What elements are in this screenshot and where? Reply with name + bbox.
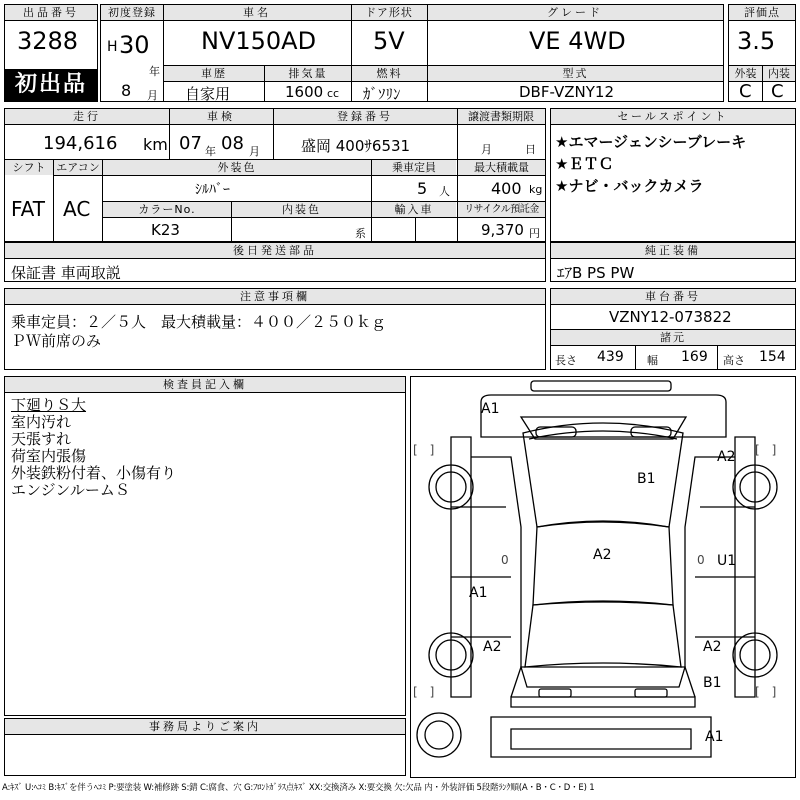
fuel: ｶﾞｿﾘﾝ xyxy=(363,85,401,103)
damage-mark-a1-top: A1 xyxy=(481,401,500,417)
later-label: 後日発送部品 xyxy=(5,243,545,259)
door-label: ドア形状 xyxy=(351,5,427,21)
damage-mark-a1-left: A1 xyxy=(469,585,488,601)
damage-mark-b1-right-low: B1 xyxy=(703,675,722,691)
mileage: 194,616 xyxy=(43,133,118,154)
transfer-month-unit: 月 xyxy=(481,143,492,156)
width-label: 幅 xyxy=(647,354,658,367)
chassis-number: VZNY12-073822 xyxy=(609,308,732,326)
ac-label: エアコン xyxy=(54,160,102,175)
plate-label: 登録番号 xyxy=(273,109,457,125)
door-type: 5V xyxy=(373,27,405,55)
height: 154 xyxy=(759,349,786,365)
transfer-label: 譲渡書類期限 xyxy=(457,109,545,125)
disp-unit: cc xyxy=(327,87,340,100)
main-info-box xyxy=(100,4,724,102)
color-number: K23 xyxy=(151,221,180,239)
bracket-right-bottom: [ ] xyxy=(755,685,777,699)
chassis-label: 車台番号 xyxy=(551,289,795,305)
dims-label: 諸元 xyxy=(551,330,795,345)
width: 169 xyxy=(681,349,708,365)
later-value: 保証書 車両取説 xyxy=(11,264,121,282)
bracket-left-bottom: [ ] xyxy=(413,685,435,699)
damage-mark-a2-right-top: A2 xyxy=(717,449,736,465)
office-box xyxy=(4,718,406,776)
sales-item-2: ★ＥＴＣ xyxy=(555,155,614,173)
inspector-box xyxy=(4,376,406,716)
inspector-line-3: 天張すれ xyxy=(11,430,72,448)
reg-era: H xyxy=(107,39,118,55)
capacity-label: 乗車定員 xyxy=(372,160,456,175)
detail-box xyxy=(4,108,546,242)
intcolor-label: 内装色 xyxy=(232,202,371,217)
fuel-label: 燃料 xyxy=(352,66,427,81)
reg-year: 30 xyxy=(119,31,150,59)
name-label: 車名 xyxy=(163,5,351,21)
zero-right: 0 xyxy=(697,553,705,567)
inspect-year-unit: 年 xyxy=(205,145,216,158)
ac: AC xyxy=(63,197,91,221)
reg-year-unit: 年 xyxy=(149,65,160,78)
car-diagram-svg xyxy=(411,377,795,777)
genuine-box xyxy=(550,242,796,282)
genuine-value: ｴｱB PS PW xyxy=(557,264,635,282)
sales-item-3: ★ナビ・バックカメラ xyxy=(555,177,704,195)
bracket-right-top: [ ] xyxy=(755,443,777,457)
inspector-line-5: 外装鉄粉付着、小傷有り xyxy=(11,464,177,482)
history-label: 車歴 xyxy=(164,66,264,81)
inspector-line-4: 荷室内張傷 xyxy=(11,447,87,465)
colorno-label: カラーNo. xyxy=(103,202,231,217)
mileage-unit: km xyxy=(143,135,168,154)
caution-line-2: ＰＷ前席のみ xyxy=(11,332,102,350)
inspect-month: 08 xyxy=(221,133,244,154)
color-label: 外装色 xyxy=(103,160,371,175)
length-label: 長さ xyxy=(555,354,577,367)
damage-mark-a2-right-low: A2 xyxy=(703,639,722,655)
inspect-year: 07 xyxy=(179,133,202,154)
reg-month: 8 xyxy=(121,81,132,100)
lot-number: 3288 xyxy=(17,27,79,55)
load-unit: kg xyxy=(529,183,543,196)
car-name: NV150AD xyxy=(201,27,317,55)
office-label: 事務局よりご案内 xyxy=(5,719,405,735)
ext-grade: C xyxy=(739,81,752,102)
shift: FAT xyxy=(11,197,46,221)
shift-label: シフト xyxy=(5,160,53,175)
height-label: 高さ xyxy=(723,354,745,367)
damage-legend: A:ｷｽﾞ U:ﾍｺﾐ B:ｷｽﾞを伴うﾍｺﾐ P:要塗装 W:補修跡 S:錆 C:腐食、穴 G:ﾌﾛﾝﾄｶﾞﾗｽ点ｷｽﾞ XX:交換済み X:要交換 欠:欠品 内・外装評価 5段階ﾗﾝｸ順(A・B・C・D・E) 1 xyxy=(2,783,595,793)
genuine-label: 純正装備 xyxy=(551,243,795,259)
sales-points-box xyxy=(550,108,796,242)
first-listing-badge: 初出品 xyxy=(5,69,97,101)
damage-mark-u1: U1 xyxy=(717,553,737,569)
sales-label: セールスポイント xyxy=(551,109,795,125)
caution-line-1: 乗車定員：２／５人 最大積載量：４００／２５０ｋｇ xyxy=(11,313,387,331)
recycle-label: リサイクル預託金 xyxy=(458,202,545,217)
int-grade: C xyxy=(771,81,784,102)
inspector-line-1: 下廻りＳ大 xyxy=(11,396,87,414)
intcolor-unit: 系 xyxy=(355,227,366,240)
score-label: 評価点 xyxy=(729,5,795,21)
damage-mark-a2-center: A2 xyxy=(593,547,612,563)
caution-box xyxy=(4,288,546,370)
disp-label: 排気量 xyxy=(265,66,351,81)
score-box xyxy=(728,4,796,102)
plate: 盛岡 400ｻ6531 xyxy=(301,137,411,155)
damage-mark-b1-center: B1 xyxy=(637,471,656,487)
length: 439 xyxy=(597,349,624,365)
model-label: 型式 xyxy=(428,66,723,81)
inspector-line-2: 室内汚れ xyxy=(11,413,72,431)
inspect-label: 車検 xyxy=(169,109,273,125)
chassis-box xyxy=(550,288,796,370)
import-label: 輸入車 xyxy=(372,202,456,217)
recycle-unit: 円 xyxy=(529,227,540,240)
model: DBF-VZNY12 xyxy=(519,83,615,101)
load: 400 xyxy=(491,179,522,198)
inspect-month-unit: 月 xyxy=(249,145,260,158)
displacement: 1600 xyxy=(285,83,324,101)
capacity-unit: 人 xyxy=(439,185,450,198)
reg-label: 初度登録 xyxy=(101,5,163,21)
bracket-left-top: [ ] xyxy=(413,443,435,457)
score: 3.5 xyxy=(737,27,776,55)
grade-label: グレード xyxy=(427,5,723,21)
mileage-label: 走行 xyxy=(5,109,169,125)
sales-item-1: ★エマージェンシーブレーキ xyxy=(555,133,747,151)
load-label: 最大積載量 xyxy=(458,160,545,175)
ext-color: ｼﾙﾊﾞｰ xyxy=(195,182,230,198)
lot-label: 出品番号 xyxy=(5,5,97,21)
history: 自家用 xyxy=(185,85,231,103)
ext-label: 外装 xyxy=(729,66,762,81)
damage-mark-a1-bottom: A1 xyxy=(705,729,724,745)
int-label: 内装 xyxy=(763,66,795,81)
later-parts-box xyxy=(4,242,546,282)
damage-diagram xyxy=(410,376,796,778)
inspector-line-6: エンジンルームＳ xyxy=(11,481,130,499)
grade: VE 4WD xyxy=(529,27,626,55)
transfer-day-unit: 日 xyxy=(525,143,536,156)
reg-month-unit: 月 xyxy=(147,89,158,102)
damage-mark-a2-left-low: A2 xyxy=(483,639,502,655)
capacity: 5 xyxy=(417,179,428,198)
caution-label: 注意事項欄 xyxy=(5,289,545,305)
lot-box xyxy=(4,4,98,102)
inspector-label: 検査員記入欄 xyxy=(5,377,405,393)
zero-left: 0 xyxy=(501,553,509,567)
recycle: 9,370 xyxy=(481,221,524,239)
